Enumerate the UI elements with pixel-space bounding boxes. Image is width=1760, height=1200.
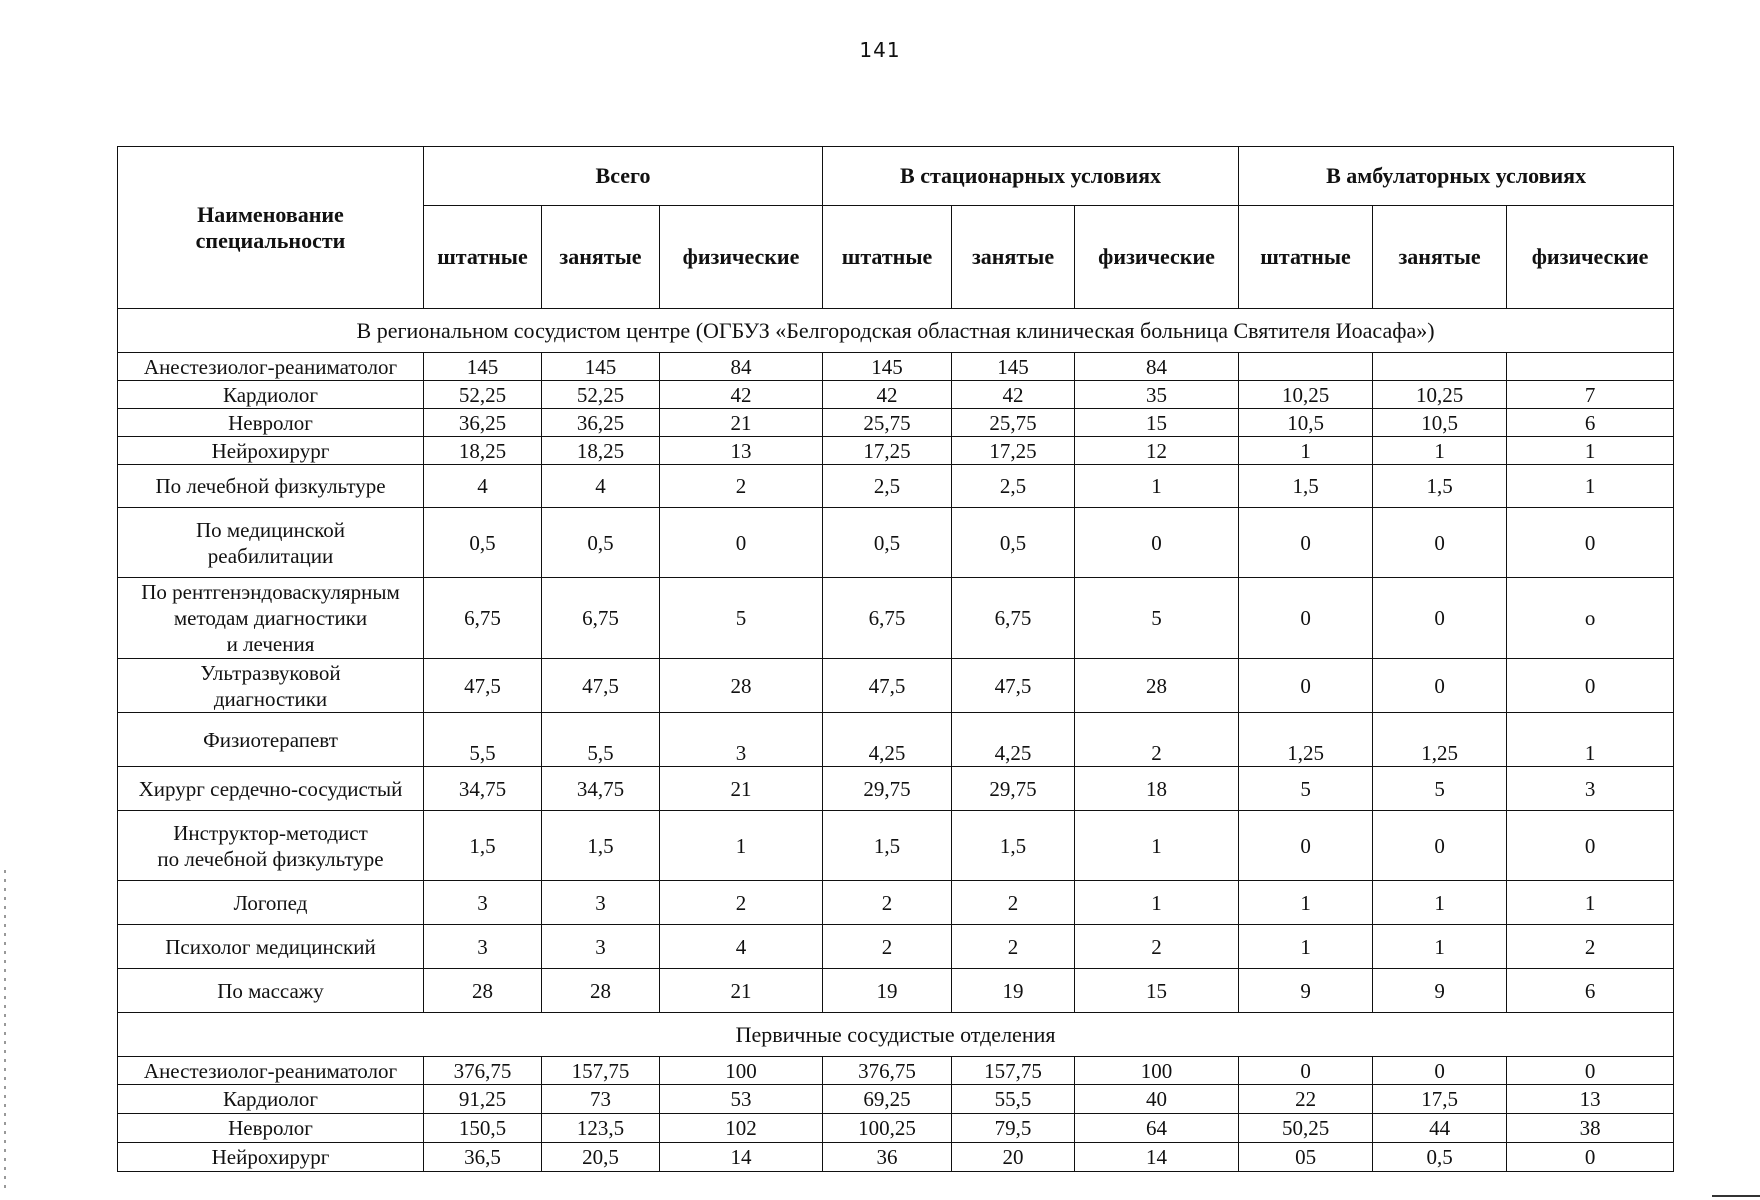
value-cell: 10,25 bbox=[1373, 381, 1507, 409]
value-cell: 28 bbox=[660, 659, 823, 713]
value-cell: 29,75 bbox=[952, 767, 1075, 811]
value-cell: 17,25 bbox=[952, 437, 1075, 465]
value-cell: 29,75 bbox=[823, 767, 952, 811]
value-cell: 1 bbox=[1373, 881, 1507, 925]
table-row bbox=[118, 659, 1674, 713]
value-cell: 10,25 bbox=[1239, 381, 1373, 409]
specialty-name: Инструктор-методист по лечебной физкультуре bbox=[118, 811, 424, 881]
value-cell: 15 bbox=[1075, 409, 1239, 437]
value-cell: 14 bbox=[660, 1143, 823, 1172]
value-cell: 6,75 bbox=[952, 578, 1075, 659]
value-cell: 145 bbox=[424, 353, 542, 381]
specialty-name: Кардиолог bbox=[118, 381, 424, 409]
value-cell: 91,25 bbox=[424, 1085, 542, 1114]
sub-header: физические bbox=[1507, 206, 1674, 309]
value-cell: 13 bbox=[660, 437, 823, 465]
table-row bbox=[118, 409, 1674, 437]
specialty-name: Психолог медицинский bbox=[118, 925, 424, 969]
value-cell: 100 bbox=[660, 1057, 823, 1085]
section-title: В региональном сосудистом центре (ОГБУЗ «Белгородская областная клиническая больница Святителя Иоасафа») bbox=[118, 309, 1674, 353]
value-cell: 13 bbox=[1507, 1085, 1674, 1114]
value-cell: 145 bbox=[952, 353, 1075, 381]
specialty-name: По медицинской реабилитации bbox=[118, 508, 424, 578]
value-cell: 6,75 bbox=[424, 578, 542, 659]
value-cell: 21 bbox=[660, 969, 823, 1013]
value-cell: 7 bbox=[1507, 381, 1674, 409]
value-cell: 2 bbox=[1075, 925, 1239, 969]
value-cell: 1 bbox=[1075, 881, 1239, 925]
value-cell: 100 bbox=[1075, 1057, 1239, 1085]
specialty-name: По лечебной физкультуре bbox=[118, 465, 424, 508]
value-cell: 28 bbox=[1075, 659, 1239, 713]
section-title: Первичные сосудистые отделения bbox=[118, 1013, 1674, 1057]
value-cell: 3 bbox=[424, 881, 542, 925]
value-cell: 12 bbox=[1075, 437, 1239, 465]
value-cell: 0,5 bbox=[542, 508, 660, 578]
value-cell: 4 bbox=[542, 465, 660, 508]
value-cell: 1 bbox=[1075, 465, 1239, 508]
value-cell: 376,75 bbox=[424, 1057, 542, 1085]
value-cell: 2 bbox=[660, 881, 823, 925]
table-row bbox=[118, 508, 1674, 578]
value-cell: 1,5 bbox=[542, 811, 660, 881]
value-cell bbox=[1507, 353, 1674, 381]
value-cell: 36,5 bbox=[424, 1143, 542, 1172]
staffing-table bbox=[117, 146, 1674, 1172]
table-row bbox=[118, 381, 1674, 409]
value-cell: 1,25 bbox=[1373, 713, 1507, 767]
value-cell: 50,25 bbox=[1239, 1114, 1373, 1143]
value-cell: 0 bbox=[660, 508, 823, 578]
value-cell: 47,5 bbox=[952, 659, 1075, 713]
value-cell: 42 bbox=[823, 381, 952, 409]
value-cell: 0 bbox=[1239, 578, 1373, 659]
value-cell: 84 bbox=[660, 353, 823, 381]
value-cell: 28 bbox=[424, 969, 542, 1013]
value-cell: 47,5 bbox=[424, 659, 542, 713]
specialty-name: Ультразвуковой диагностики bbox=[118, 659, 424, 713]
specialty-name: Анестезиолог-реаниматолог bbox=[118, 353, 424, 381]
value-cell: 1,5 bbox=[823, 811, 952, 881]
table-row bbox=[118, 811, 1674, 881]
value-cell: 5 bbox=[1373, 767, 1507, 811]
value-cell: 52,25 bbox=[542, 381, 660, 409]
specialty-name: Нейрохирург bbox=[118, 437, 424, 465]
value-cell: 1,5 bbox=[1239, 465, 1373, 508]
value-cell: 0 bbox=[1239, 1057, 1373, 1085]
value-cell: 84 bbox=[1075, 353, 1239, 381]
table-row bbox=[118, 1114, 1674, 1143]
value-cell: 2 bbox=[952, 881, 1075, 925]
value-cell: 5,5 bbox=[424, 713, 542, 767]
specialty-name: Физиотерапевт bbox=[118, 713, 424, 767]
value-cell: 100,25 bbox=[823, 1114, 952, 1143]
value-cell: 17,25 bbox=[823, 437, 952, 465]
value-cell: 1 bbox=[1507, 465, 1674, 508]
value-cell: 6 bbox=[1507, 409, 1674, 437]
sub-header: занятые bbox=[1373, 206, 1507, 309]
value-cell: 2,5 bbox=[952, 465, 1075, 508]
sub-header: физические bbox=[660, 206, 823, 309]
value-cell: 21 bbox=[660, 409, 823, 437]
value-cell: 1,5 bbox=[1373, 465, 1507, 508]
value-cell: 55,5 bbox=[952, 1085, 1075, 1114]
value-cell: 0 bbox=[1507, 811, 1674, 881]
sub-header: штатные bbox=[1239, 206, 1373, 309]
name-column-header: Наименование специальности bbox=[118, 147, 424, 309]
value-cell: 25,75 bbox=[823, 409, 952, 437]
value-cell: 2 bbox=[823, 925, 952, 969]
value-cell: 9 bbox=[1239, 969, 1373, 1013]
value-cell: 14 bbox=[1075, 1143, 1239, 1172]
value-cell: 5 bbox=[1075, 578, 1239, 659]
value-cell: 10,5 bbox=[1373, 409, 1507, 437]
value-cell: 5,5 bbox=[542, 713, 660, 767]
value-cell: 1,5 bbox=[952, 811, 1075, 881]
value-cell: 6 bbox=[1507, 969, 1674, 1013]
value-cell: 21 bbox=[660, 767, 823, 811]
value-cell: 20 bbox=[952, 1143, 1075, 1172]
sub-header: занятые bbox=[952, 206, 1075, 309]
group-header-total: Всего bbox=[424, 147, 823, 206]
table-row bbox=[118, 925, 1674, 969]
table-row bbox=[118, 1143, 1674, 1172]
value-cell: 10,5 bbox=[1239, 409, 1373, 437]
value-cell: 150,5 bbox=[424, 1114, 542, 1143]
value-cell: 3 bbox=[660, 713, 823, 767]
value-cell: 0,5 bbox=[823, 508, 952, 578]
value-cell: 4,25 bbox=[823, 713, 952, 767]
table-body bbox=[118, 309, 1674, 1172]
value-cell: 4 bbox=[424, 465, 542, 508]
scan-artifact-left bbox=[4, 870, 6, 1190]
value-cell: 1 bbox=[1239, 437, 1373, 465]
value-cell: 5 bbox=[1239, 767, 1373, 811]
value-cell: 0 bbox=[1507, 1057, 1674, 1085]
value-cell: 0 bbox=[1239, 811, 1373, 881]
value-cell: 2 bbox=[660, 465, 823, 508]
specialty-name: Невролог bbox=[118, 409, 424, 437]
value-cell: 42 bbox=[952, 381, 1075, 409]
table-row bbox=[118, 969, 1674, 1013]
value-cell: 34,75 bbox=[424, 767, 542, 811]
table-row bbox=[118, 437, 1674, 465]
value-cell: 18,25 bbox=[424, 437, 542, 465]
value-cell: 6,75 bbox=[823, 578, 952, 659]
table-row bbox=[118, 713, 1674, 767]
value-cell: 2 bbox=[952, 925, 1075, 969]
value-cell: 53 bbox=[660, 1085, 823, 1114]
value-cell: 69,25 bbox=[823, 1085, 952, 1114]
value-cell: 4 bbox=[660, 925, 823, 969]
value-cell: 18 bbox=[1075, 767, 1239, 811]
value-cell: 1,25 bbox=[1239, 713, 1373, 767]
table-row bbox=[118, 578, 1674, 659]
value-cell: 22 bbox=[1239, 1085, 1373, 1114]
scan-artifact-right bbox=[1712, 1195, 1760, 1197]
specialty-name: Анестезиолог-реаниматолог bbox=[118, 1057, 424, 1085]
value-cell: 1 bbox=[1239, 925, 1373, 969]
value-cell: 0 bbox=[1373, 578, 1507, 659]
sub-header: занятые bbox=[542, 206, 660, 309]
value-cell: 145 bbox=[542, 353, 660, 381]
value-cell: 52,25 bbox=[424, 381, 542, 409]
value-cell: 0 bbox=[1239, 508, 1373, 578]
group-header-inpatient: В стационарных условиях bbox=[823, 147, 1239, 206]
sub-header: штатные bbox=[424, 206, 542, 309]
table-row bbox=[118, 1085, 1674, 1114]
value-cell: 1 bbox=[1373, 437, 1507, 465]
value-cell: 145 bbox=[823, 353, 952, 381]
value-cell: 5 bbox=[660, 578, 823, 659]
value-cell: 1,5 bbox=[424, 811, 542, 881]
value-cell: 1 bbox=[1507, 437, 1674, 465]
table-row bbox=[118, 881, 1674, 925]
specialty-name: Кардиолог bbox=[118, 1085, 424, 1114]
value-cell: 19 bbox=[823, 969, 952, 1013]
table-row bbox=[118, 1057, 1674, 1085]
specialty-name: Логопед bbox=[118, 881, 424, 925]
value-cell: 4,25 bbox=[952, 713, 1075, 767]
table-row bbox=[118, 465, 1674, 508]
value-cell: 73 bbox=[542, 1085, 660, 1114]
value-cell: 3 bbox=[424, 925, 542, 969]
table-header bbox=[118, 147, 1674, 309]
value-cell: 2 bbox=[823, 881, 952, 925]
value-cell: 25,75 bbox=[952, 409, 1075, 437]
value-cell bbox=[1373, 353, 1507, 381]
value-cell: 0 bbox=[1373, 1057, 1507, 1085]
value-cell: 05 bbox=[1239, 1143, 1373, 1172]
value-cell: 17,5 bbox=[1373, 1085, 1507, 1114]
page-number: 141 bbox=[859, 38, 901, 62]
value-cell: 0 bbox=[1507, 508, 1674, 578]
value-cell bbox=[1239, 353, 1373, 381]
value-cell: 0 bbox=[1373, 811, 1507, 881]
value-cell: 157,75 bbox=[952, 1057, 1075, 1085]
value-cell: 20,5 bbox=[542, 1143, 660, 1172]
value-cell: 19 bbox=[952, 969, 1075, 1013]
value-cell: 1 bbox=[660, 811, 823, 881]
value-cell: 2 bbox=[1507, 925, 1674, 969]
specialty-name: По рентгенэндоваскулярным методам диагностики и лечения bbox=[118, 578, 424, 659]
value-cell: 44 bbox=[1373, 1114, 1507, 1143]
value-cell: 36 bbox=[823, 1143, 952, 1172]
value-cell: 123,5 bbox=[542, 1114, 660, 1143]
value-cell: 47,5 bbox=[823, 659, 952, 713]
section-row bbox=[118, 309, 1674, 353]
value-cell: 0,5 bbox=[424, 508, 542, 578]
value-cell: 102 bbox=[660, 1114, 823, 1143]
value-cell: 0 bbox=[1507, 1143, 1674, 1172]
value-cell: 0 bbox=[1373, 659, 1507, 713]
value-cell: 0 bbox=[1239, 659, 1373, 713]
value-cell: 0,5 bbox=[952, 508, 1075, 578]
value-cell: 1 bbox=[1507, 881, 1674, 925]
value-cell: 18,25 bbox=[542, 437, 660, 465]
value-cell: 0 bbox=[1075, 508, 1239, 578]
value-cell: 64 bbox=[1075, 1114, 1239, 1143]
specialty-name: Невролог bbox=[118, 1114, 424, 1143]
value-cell: 42 bbox=[660, 381, 823, 409]
value-cell: 40 bbox=[1075, 1085, 1239, 1114]
value-cell: 2 bbox=[1075, 713, 1239, 767]
value-cell: 3 bbox=[542, 925, 660, 969]
value-cell: 1 bbox=[1075, 811, 1239, 881]
value-cell: 2,5 bbox=[823, 465, 952, 508]
value-cell: 35 bbox=[1075, 381, 1239, 409]
value-cell: 38 bbox=[1507, 1114, 1674, 1143]
value-cell: 3 bbox=[1507, 767, 1674, 811]
group-header-outpatient: В амбулаторных условиях bbox=[1239, 147, 1674, 206]
value-cell: 28 bbox=[542, 969, 660, 1013]
value-cell: 15 bbox=[1075, 969, 1239, 1013]
value-cell: 1 bbox=[1239, 881, 1373, 925]
value-cell: 376,75 bbox=[823, 1057, 952, 1085]
value-cell: 3 bbox=[542, 881, 660, 925]
value-cell: о bbox=[1507, 578, 1674, 659]
value-cell: 36,25 bbox=[542, 409, 660, 437]
specialty-name: Нейрохирург bbox=[118, 1143, 424, 1172]
value-cell: 6,75 bbox=[542, 578, 660, 659]
value-cell: 34,75 bbox=[542, 767, 660, 811]
specialty-name: По массажу bbox=[118, 969, 424, 1013]
specialty-name: Хирург сердечно-сосудистый bbox=[118, 767, 424, 811]
value-cell: 0,5 bbox=[1373, 1143, 1507, 1172]
section-row bbox=[118, 1013, 1674, 1057]
value-cell: 47,5 bbox=[542, 659, 660, 713]
value-cell: 1 bbox=[1373, 925, 1507, 969]
value-cell: 1 bbox=[1507, 713, 1674, 767]
value-cell: 0 bbox=[1373, 508, 1507, 578]
table-row bbox=[118, 767, 1674, 811]
value-cell: 36,25 bbox=[424, 409, 542, 437]
sub-header: физические bbox=[1075, 206, 1239, 309]
sub-header: штатные bbox=[823, 206, 952, 309]
value-cell: 9 bbox=[1373, 969, 1507, 1013]
table-row bbox=[118, 353, 1674, 381]
value-cell: 0 bbox=[1507, 659, 1674, 713]
value-cell: 79,5 bbox=[952, 1114, 1075, 1143]
value-cell: 157,75 bbox=[542, 1057, 660, 1085]
